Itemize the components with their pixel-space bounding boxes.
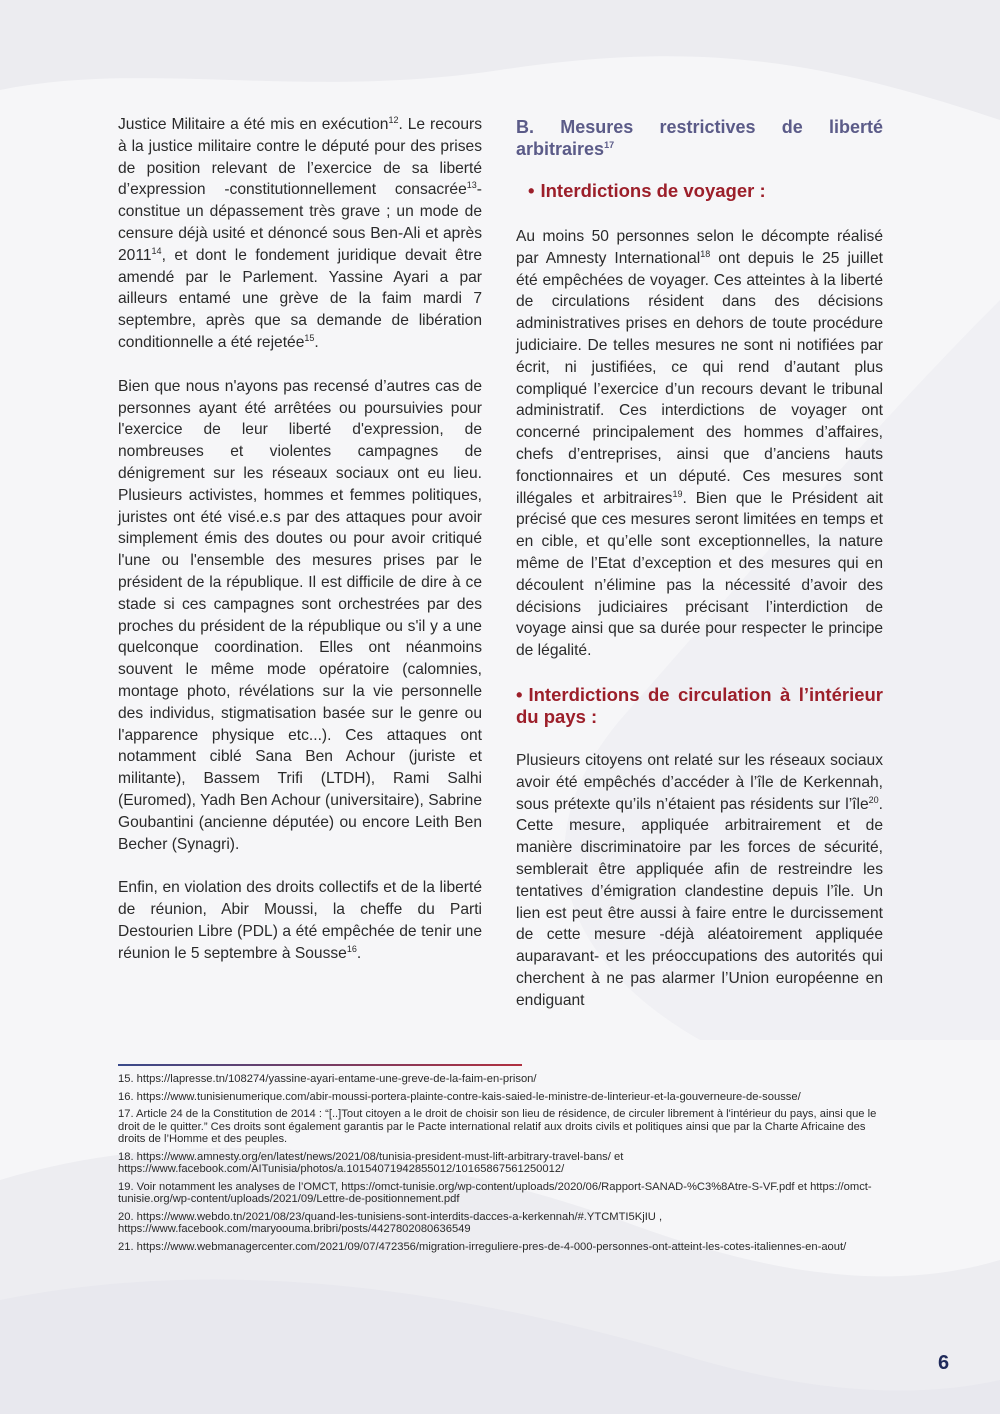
footnotes-section	[118, 1073, 884, 1258]
paragraph-smear-campaigns: Bien que nous n'ayons pas recensé d’autres cas de personnes ayant été arrêtées ou poursuivies pour l'exercice de leur liberté d'expression, de nombreuses et violentes campagnes de dénigrement sur les réseaux sociaux ont eu lieu. Plusieurs activistes, hommes et femmes politiques, juristes ont été visé.e.s par des attaques pour avoir simplement émis des doutes ou pour avoir critiqué l'une ou l'ensemble des mesures prises par le président de la république. Il est difficile de dire à ce stade si ces campagnes sont orchestrées par des proches du président de la république ou s'il y a une quelconque coordination. Elles ont néanmoins souvent le même mode opératoire (calomnies, montage photo, révélations sur la vie personnelle des individus, stigmatisation basée sur le genre ou l'apparence physique etc...). Ces attaques ont notamment ciblé Sana Ben Achour (juriste et militante), Bassem Trifi (LTDH), Rami Salhi (Euromed), Yadh Ben Achour (universitaire), Sabrine Goubantini (ancienne députée) ou encore Leith Ben Becher (Synagri).	[118, 377, 482, 853]
subheading-travel-bans: • Interdictions de voyager :	[528, 180, 766, 201]
footnote-ref-18[interactable]: 18	[700, 248, 711, 259]
page-number: 6	[938, 1352, 950, 1374]
bullet-icon: •	[516, 683, 523, 705]
footnote-ref-12[interactable]: 12	[388, 114, 399, 125]
paragraph-military-justice: Justice Militaire a été mis en exécution$^{12}$. Le recours à la justice militaire contre le député pour des prises de position relevant de l’exercice de sa liberté d’expression -constitutionnellement consacrée$^{13}$- constitue un dépassement très grave ; un mode de censure déjà usité et dénoncé sous Ben-Ali et après 2011$^{14}$, et dont le fondement juridique devait être amendé par le Parlement. Yassine Ayari a par ailleurs entamé une grève de la faim mardi 7 septembre, après que sa demande de libération conditionnelle a été rejetée$^{15}$.	[118, 114, 482, 351]
footnote-17: 17. Article 24 de la Constitution de 2014 : “[..]Tout citoyen a le droit de choisir son lieu de résidence, de circuler librement à l'intérieur du pays, ainsi que le droit de le quitter.” Ces droits sont également garantis par le Pacte international relatif aux droits civils et politiques ainsi que par la Charte Africaine des droits de l’Homme et des peuples.	[118, 1108, 877, 1145]
footnote-ref-14[interactable]: 14	[151, 245, 162, 256]
bullet-icon: •	[528, 180, 535, 201]
footnote-21[interactable]: 21. https://www.webmanagercenter.com/2021/09/07/472356/migration-irreguliere-pres-de-4-000-personnes-ont-atteint-les-cotes-italiennes-en-aout/	[118, 1240, 847, 1253]
footnote-separator	[118, 1064, 522, 1066]
footnote-ref-17[interactable]: 17	[604, 140, 615, 150]
paragraph-abir-moussi: Enfin, en violation des droits collectifs et de la liberté de réunion, Abir Moussi, la cheffe du Parti Destourien Libre (PDL) a été empêchée de tenir une réunion le 5 septembre à Sousse$^{16}$.	[118, 879, 482, 962]
paragraph-travel-bans: Au moins 50 personnes selon le décompte réalisé par Amnesty International$^{18}$ ont depuis le 25 juillet été empêchées de voyager. Ces atteintes à la liberté de circulations résident dans des décisions administratives prises en dehors de toute procédure judiciaire. De telles mesures ne sont ni notifiées par écrit, ni justifiées, ce qui rend d’autant plus compliqué l’exercice d’un recours devant le tribunal administratif. Ces interdictions de voyager ont concerné principalement des hommes d’affaires, chefs d’entreprises, ainsi que d’anciens hauts fonctionnaires et un député. Ces mesures sont illégales et arbitraires$^{19}$. Bien que le Président ait précisé que ces mesures seront limitées en temps et en cible, et qu’elle sont exceptionnelles, la nature même de l’Etat d’exception et des mesures qui en découlent n’élimine pas la nécessité d’avoir des décisions judiciaires précisant l’interdiction de voyage ainsi que sa durée pour respecter le principe de légalité.	[516, 228, 883, 660]
footnote-ref-19[interactable]: 19	[672, 488, 683, 499]
footnote-16[interactable]: 16. https://www.tunisienumerique.com/abir-moussi-portera-plainte-contre-kais-saied-le-ministre-de-linterieur-et-la-gouverneure-de-sousse/	[118, 1090, 801, 1103]
footnote-19[interactable]: 19. Voir notamment les analyses de l’OMCT, https://omct-tunisie.org/wp-content/uploads/2020/06/Rapport-SANAD-%C3%8Atre-S-VF.pdf et https://omct-tunisie.org/wp-content/uploads/2021/09/Lettre-de-positionnement.pdf	[118, 1180, 872, 1205]
footnote-ref-15[interactable]: 15	[304, 332, 315, 343]
footnote-18[interactable]: 18. https://www.amnesty.org/en/latest/news/2021/08/tunisia-president-must-lift-arbitrary-travel-bans/ et https://www.facebook.com/AITunisia/photos/a.10154071942855012/10165867561250012/	[118, 1150, 624, 1175]
section-title: B. Mesures restrictives de liberté arbitraires$^{17}$	[516, 117, 883, 159]
footnote-20[interactable]: 20. https://www.webdo.tn/2021/08/23/quand-les-tunisiens-sont-interdits-dacces-a-kerkennah/#.YTCMTI5KjIU , https://www.facebook.com/maryoouma.bribri/posts/4427802080636549	[118, 1210, 663, 1235]
footnote-ref-13[interactable]: 13	[466, 180, 477, 191]
right-column	[516, 114, 883, 1034]
subheading-internal-movement: • Interdictions de circulation à l’intérieur du pays :	[516, 683, 883, 727]
footnote-ref-16[interactable]: 16	[346, 943, 357, 954]
left-column	[118, 114, 482, 986]
footnote-ref-20[interactable]: 20	[868, 794, 879, 805]
footnote-15[interactable]: 15. https://lapresse.tn/108274/yassine-ayari-entame-une-greve-de-la-faim-en-prison/	[118, 1073, 537, 1085]
paragraph-kerkennah: Plusieurs citoyens ont relaté sur les réseaux sociaux avoir été empêchés d’accéder à l’île de Kerkennah, sous prétexte qu’ils n’étaient pas résidents sur l’île$^{20}$. Cette mesure, appliquée arbitrairement et de manière discriminatoire par les forces de sécurité, semblerait être appliquée afin de restreindre les tentatives d’émigration clandestine depuis l’île. Un lien est peut être aussi à faire entre le durcissement de cette mesure -déjà aléatoirement appliquée auparavant- et les préoccupations des autorités qui cherchent à ne pas alarmer l’Union européenne en endiguant	[516, 751, 883, 1009]
